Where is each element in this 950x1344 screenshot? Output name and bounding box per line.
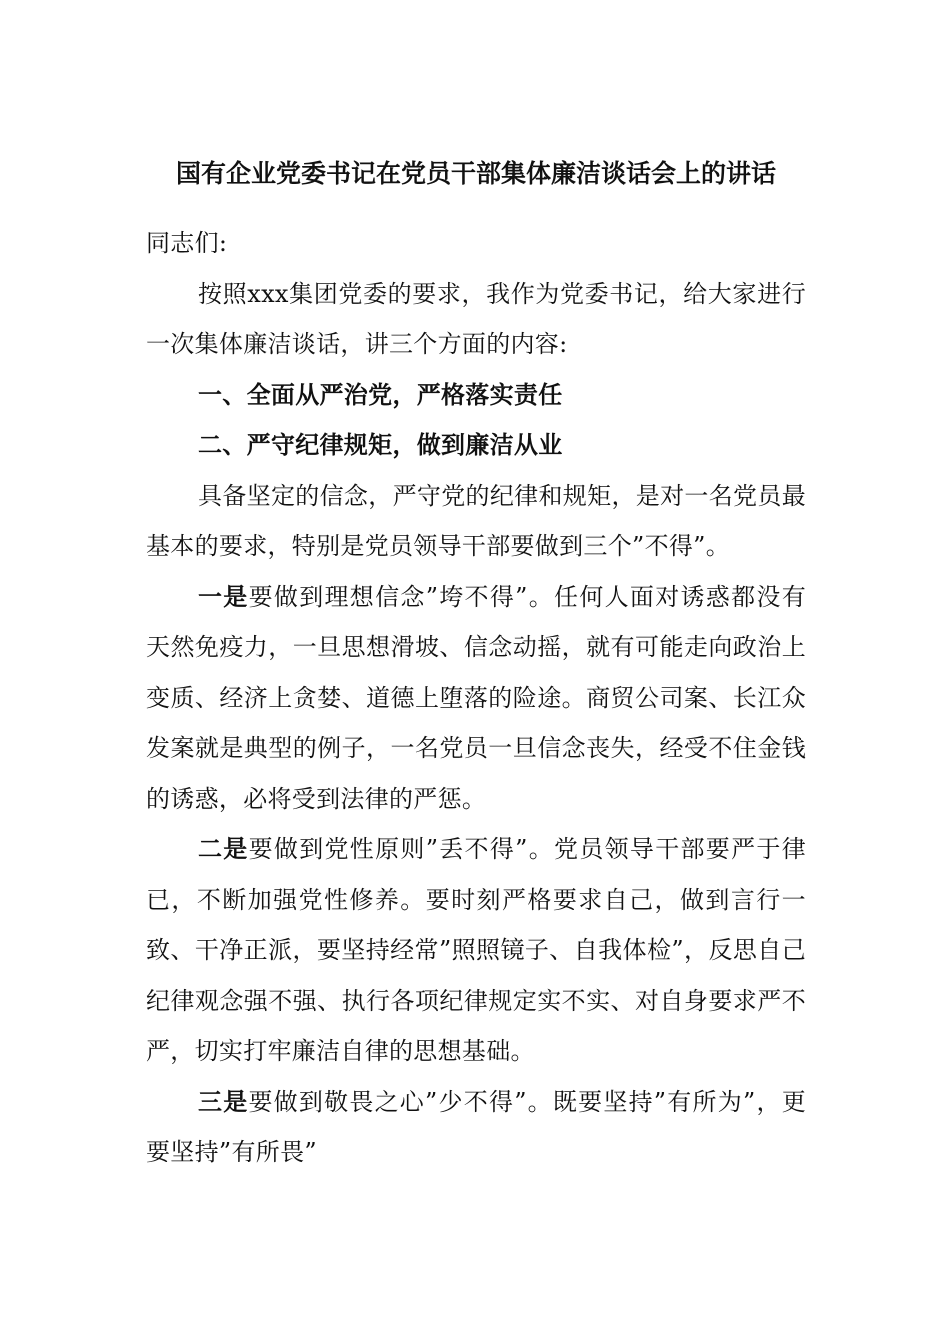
point-1-lead: 一是 [198,582,249,611]
intro-paragraph: 按照xxx集团党委的要求，我作为党委书记，给大家进行一次集体廉洁谈话，讲三个方面的内容: [146,279,806,358]
point-1-paragraph [146,572,806,825]
section-heading-1: 一、全面从严治党，严格落实责任 [198,380,563,409]
point-3-paragraph [146,1077,806,1178]
section2-intro-paragraph: 具备坚定的信念，严守党的纪律和规矩，是对一名党员最基本的要求，特别是党员领导干部要做到三个”不得”。 [146,481,806,560]
point-3-text: 要做到敬畏之心”少不得”。既要坚持”有所为”，更要坚持”有所畏” [146,1087,806,1166]
section-heading-2: 二、严守纪律规矩，做到廉洁从业 [198,431,563,459]
document-title: 国有企业党委书记在党员干部集体廉洁谈话会上的讲话 [175,159,776,188]
salutation: 同志们: [146,229,228,257]
document-page [146,150,806,1178]
point-2-paragraph [146,824,806,1077]
point-1-text: 要做到理想信念”垮不得”。任何人面对诱惑都没有天然免疫力，一旦思想滑坡、信念动摇，就有可能走向政治上变质、经济上贪婪、道德上堕落的险途。商贸公司案、长江众发案就是典型的例子，一名党员一旦信念丧失，经受不住金钱的诱惑，必将受到法律的严惩。 [146,582,807,813]
point-2-lead: 二是 [198,835,249,863]
point-2-text: 要做到党性原则”丢不得”。党员领导干部要严于律已，不断加强党性修养。要时刻严格要求自己，做到言行一致、干净正派，要坚持经常”照照镜子、自我体检”，反思自己纪律观念强不强、执行各项纪律规定实不实、对自身要求严不严，切实打牢廉洁自律的思想基础。 [146,835,807,1065]
point-3-lead: 三是 [198,1087,249,1116]
